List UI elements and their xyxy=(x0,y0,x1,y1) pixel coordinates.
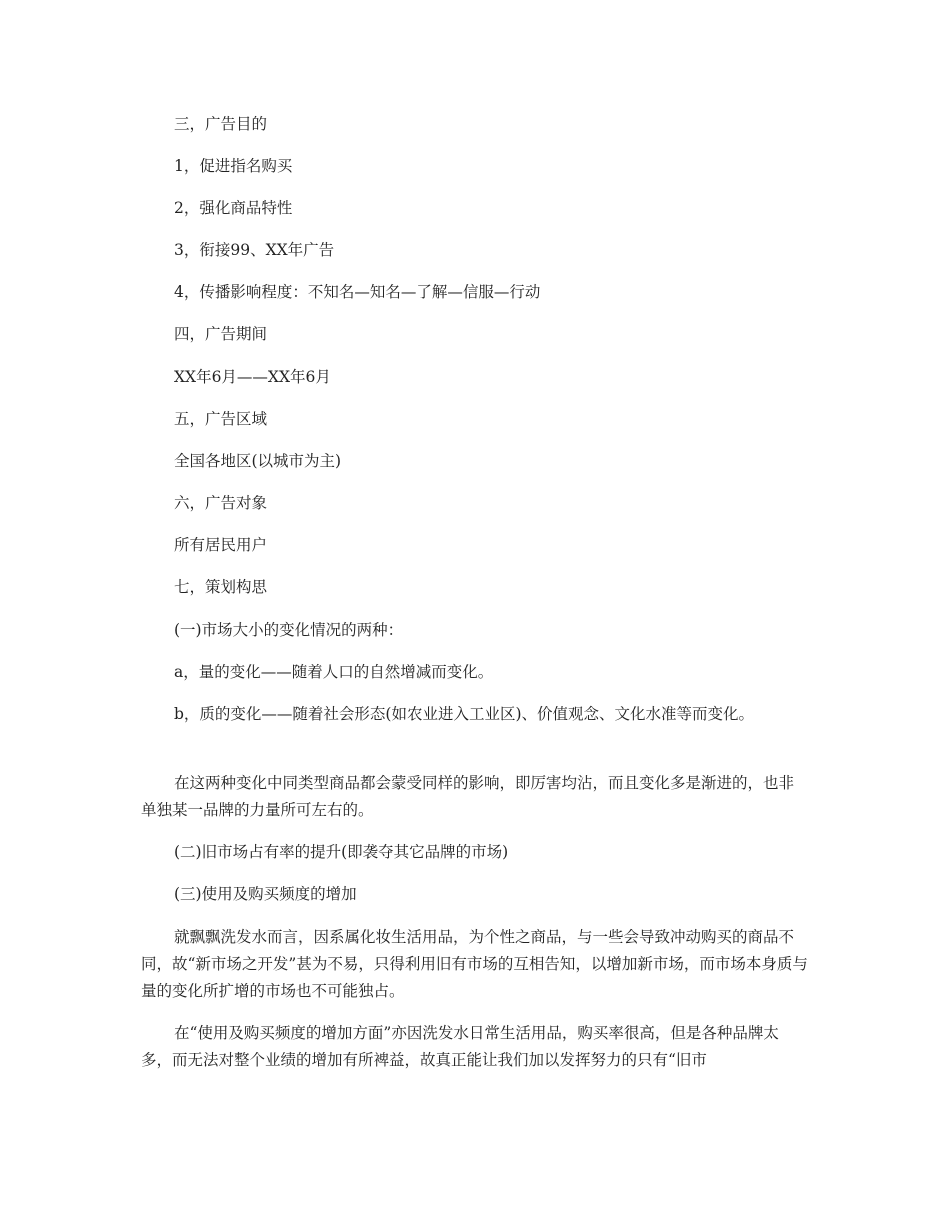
paragraph: XX年6月——XX年6月 xyxy=(174,368,331,386)
heading-ad-audience: 六，广告对象 xyxy=(174,494,268,512)
paragraph: 全国各地区(以城市为主) xyxy=(174,452,342,470)
heading-ad-period: 四，广告期间 xyxy=(174,325,268,343)
heading-ad-region: 五，广告区域 xyxy=(174,410,268,428)
list-item: a，量的变化——随着人口的自然增减而变化。 xyxy=(174,663,494,681)
heading-planning-concept: 七，策划构思 xyxy=(174,578,268,596)
list-item: 1，促进指名购买 xyxy=(174,157,293,175)
paragraph: 在“使用及购买频度的增加方面”亦因洗发水日常生活用品，购买率很高，但是各种品牌太多，而无法对整个业绩的增加有所裨益，故真正能让我们加以发挥努力的只有“旧市 xyxy=(141,1024,779,1069)
paragraph: 所有居民用户 xyxy=(174,536,268,554)
list-item: 4，传播影响程度：不知名—知名—了解—信服—行动 xyxy=(174,283,541,301)
subheading: (三)使用及购买频度的增加 xyxy=(174,885,357,903)
list-item: 3，衔接99、XX年广告 xyxy=(174,241,335,259)
list-item: 2，强化商品特性 xyxy=(174,199,293,217)
paragraph: 在这两种变化中同类型商品都会蒙受同样的影响，即厉害均沾，而且变化多是渐进的，也非单独某一品牌的力量所可左右的。 xyxy=(141,774,795,819)
list-item: b，质的变化——随着社会形态(如农业进入工业区)、价值观念、文化水准等而变化。 xyxy=(174,705,755,723)
subheading: (一)市场大小的变化情况的两种： xyxy=(174,621,404,639)
paragraph: 就飘飘洗发水而言，因系属化妆生活用品，为个性之商品，与一些会导致冲动购买的商品不同，故“新市场之开发”甚为不易，只得利用旧有市场的互相告知，以增加新市场，而市场本身质与量的变化所扩增的市场也不可能独占。 xyxy=(141,928,808,1000)
heading-ad-purpose: 三，广告目的 xyxy=(174,115,268,133)
subheading: (二)旧市场占有率的提升(即袭夺其它品牌的市场) xyxy=(174,843,509,861)
